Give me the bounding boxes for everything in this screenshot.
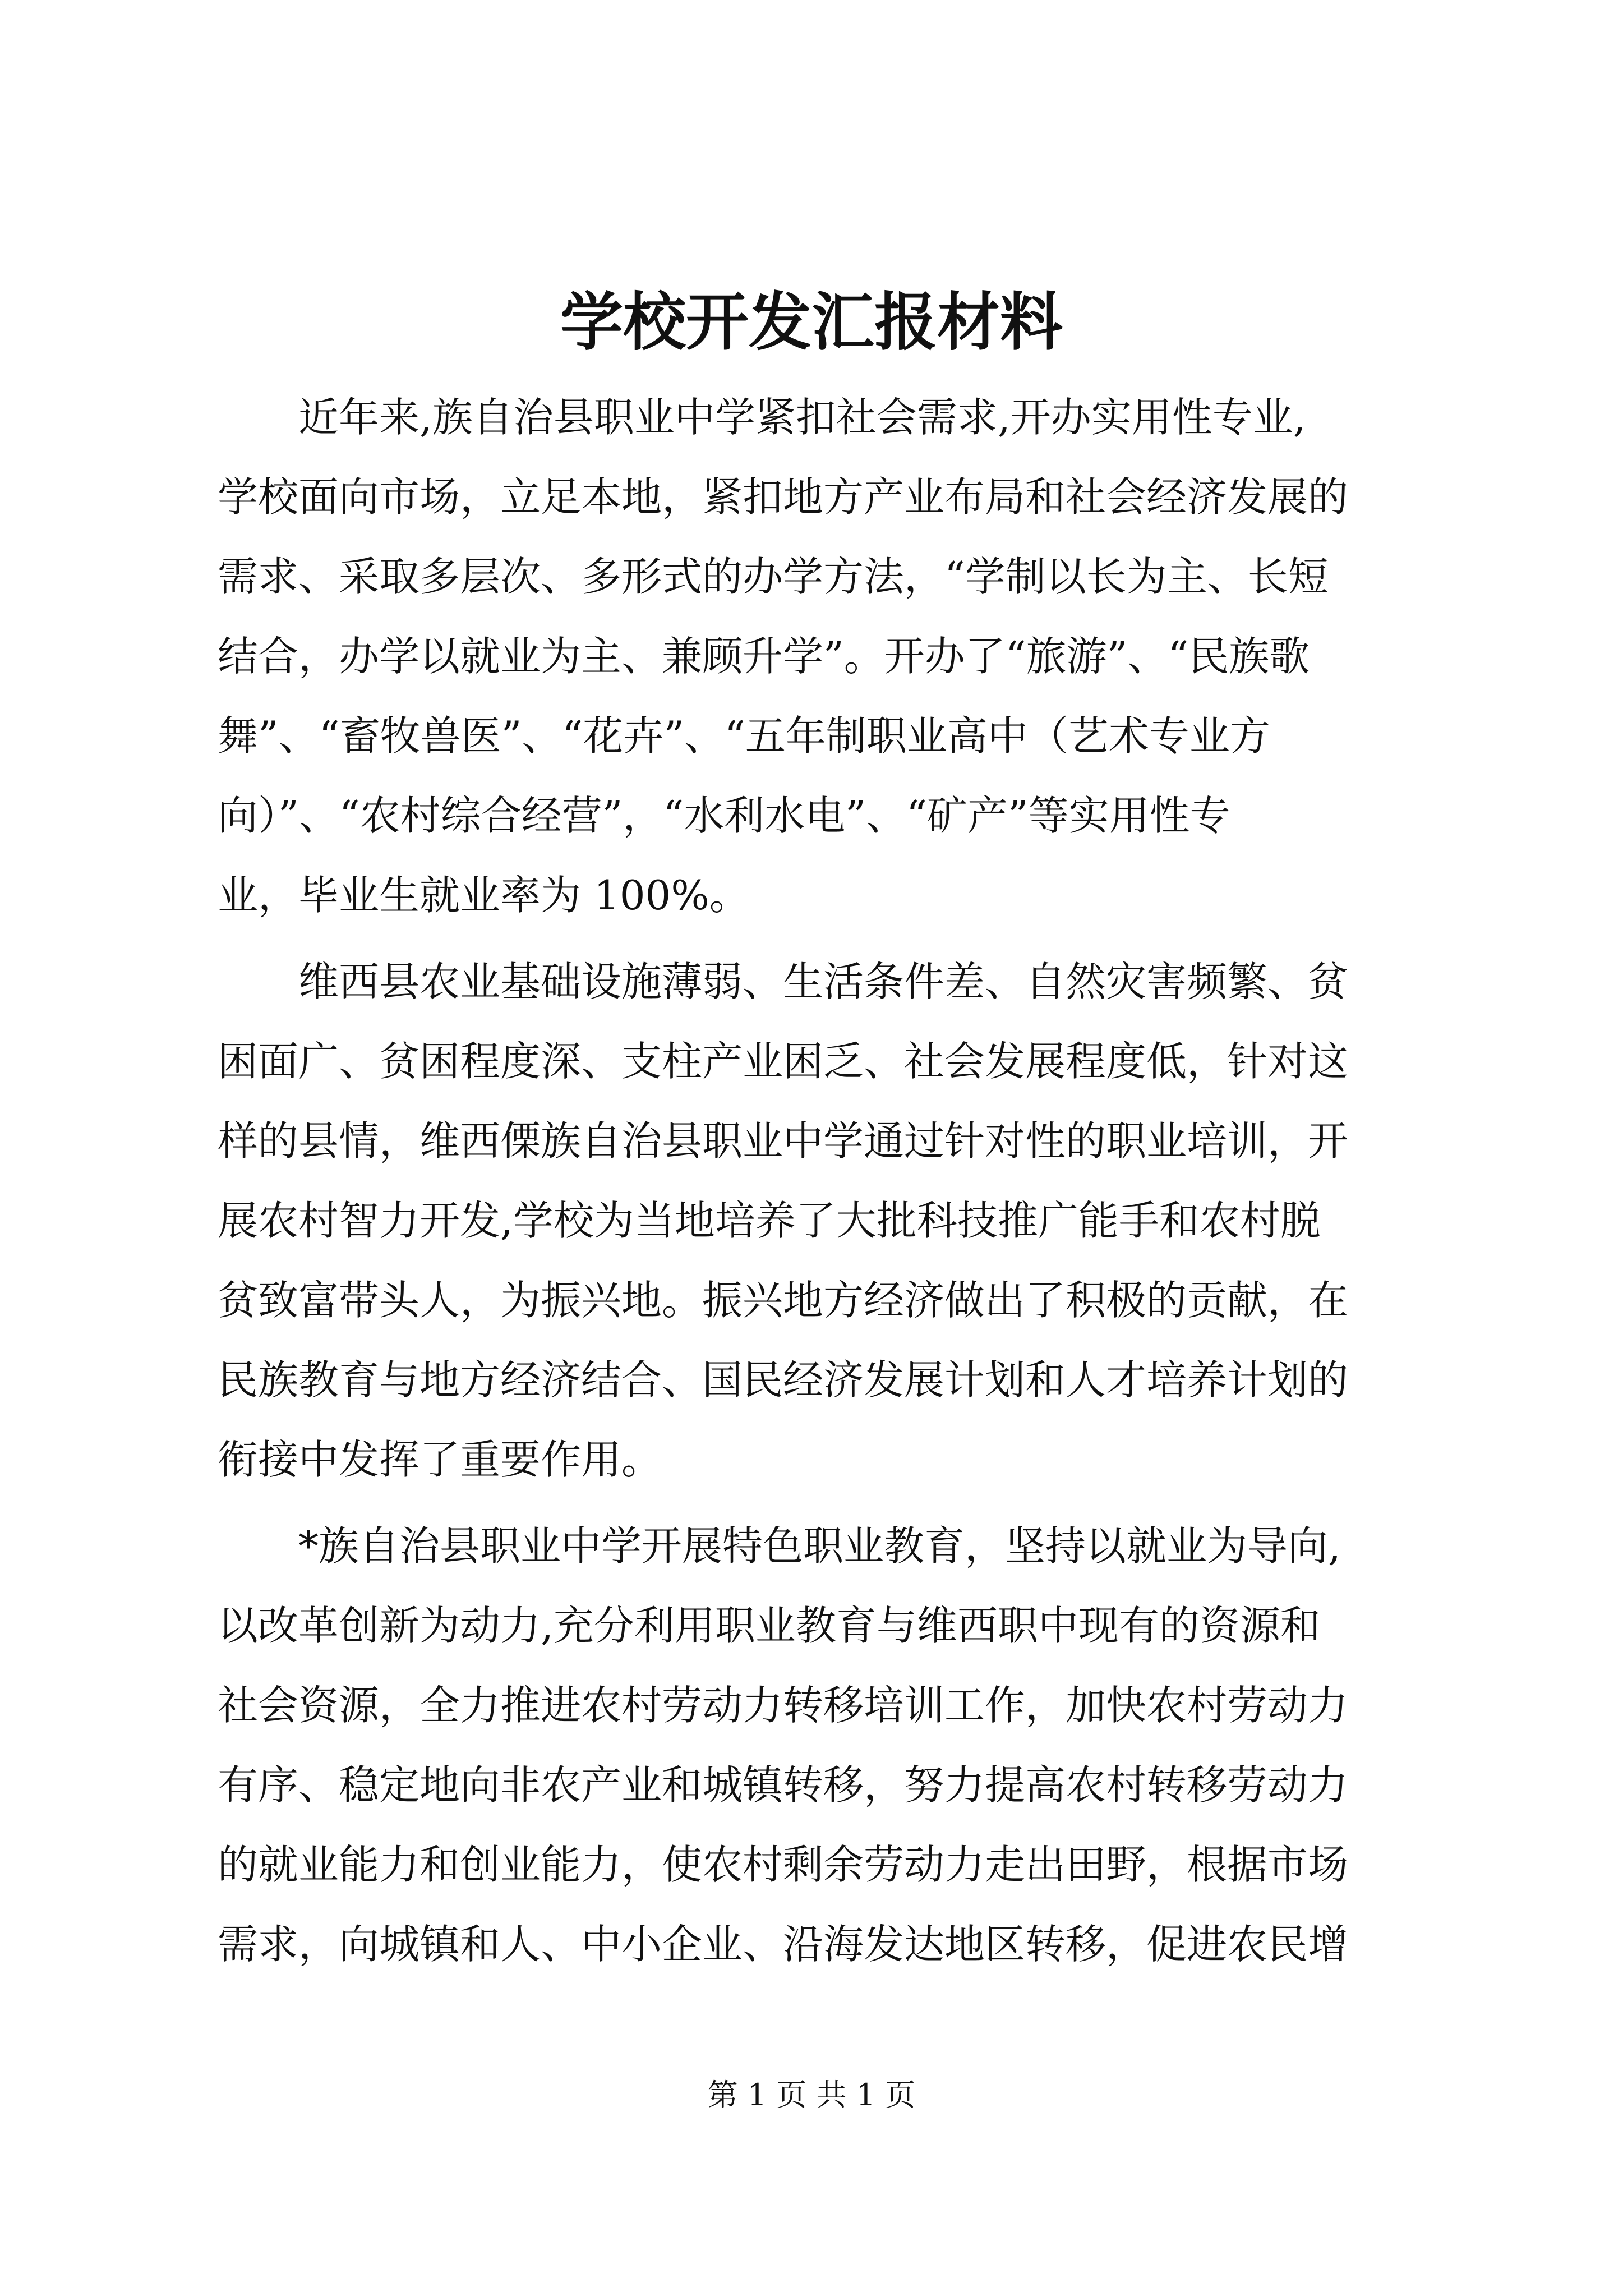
paragraph-1-line-5: 舞”、“畜牧兽医”、“花卉”、“五年制职业高中（艺术专业方 bbox=[218, 712, 1270, 760]
paragraph-2-line-3: 样的县情，维西傈族自治县职业中学通过针对性的职业培训，开 bbox=[218, 1117, 1349, 1165]
paragraph-1-line-4: 结合，办学以就业为主、兼顾升学”。开办了“旅游”、“民族歌 bbox=[218, 633, 1310, 680]
paragraph-3-line-3: 社会资源，全力推进农村劳动力转移培训工作，加快农村劳动力 bbox=[218, 1682, 1349, 1729]
paragraph-3-line-2: 以改革创新为动力,充分利用职业教育与维西职中现有的资源和 bbox=[218, 1602, 1321, 1649]
paragraph-2-line-2: 困面广、贫困程度深、支柱产业困乏、社会发展程度低，针对这 bbox=[218, 1038, 1349, 1085]
paragraph-2-line-6: 民族教育与地方经济结合、国民经济发展计划和人才培养计划的 bbox=[218, 1356, 1349, 1404]
paragraph-3-line-5: 的就业能力和创业能力，使农村剩余劳动力走出田野，根据市场 bbox=[218, 1841, 1349, 1888]
paragraph-3-line-1: *族自治县职业中学开展特色职业教育，坚持以就业为导向, bbox=[298, 1522, 1341, 1570]
page-footer: 第 1 页 共 1 页 bbox=[707, 2077, 916, 2113]
paragraph-2-line-1: 维西县农业基础设施薄弱、生活条件差、自然灾害频繁、贫 bbox=[298, 958, 1349, 1005]
paragraph-1-line-7: 业，毕业生就业率为 100%。 bbox=[218, 872, 750, 919]
paragraph-1-line-1: 近年来,族自治县职业中学紧扣社会需求,开办实用性专业, bbox=[298, 394, 1306, 441]
paragraph-2-line-4: 展农村智力开发,学校为当地培养了大批科技推广能手和农村脱 bbox=[218, 1197, 1321, 1244]
paragraph-2-line-5: 贫致富带头人，为振兴地。振兴地方经济做出了积极的贡献，在 bbox=[218, 1277, 1349, 1324]
paragraph-1-line-2: 学校面向市场，立足本地，紧扣地方产业布局和社会经济发展的 bbox=[218, 473, 1349, 521]
paragraph-1-line-6: 向）”、“农村综合经营”，“水利水电”、“矿产”等实用性专 bbox=[218, 792, 1230, 839]
paragraph-3-line-4: 有序、稳定地向非农产业和城镇转移，努力提高农村转移劳动力 bbox=[218, 1761, 1349, 1809]
paragraph-2-line-7: 衔接中发挥了重要作用。 bbox=[218, 1436, 662, 1483]
paragraph-1-line-3: 需求、采取多层次、多形式的办学方法，“学制以长为主、长短 bbox=[218, 553, 1329, 600]
paragraph-3-line-6: 需求，向城镇和人、中小企业、沿海发达地区转移，促进农民增 bbox=[218, 1921, 1349, 1968]
page-title: 学校开发汇报材料 bbox=[560, 286, 1063, 359]
